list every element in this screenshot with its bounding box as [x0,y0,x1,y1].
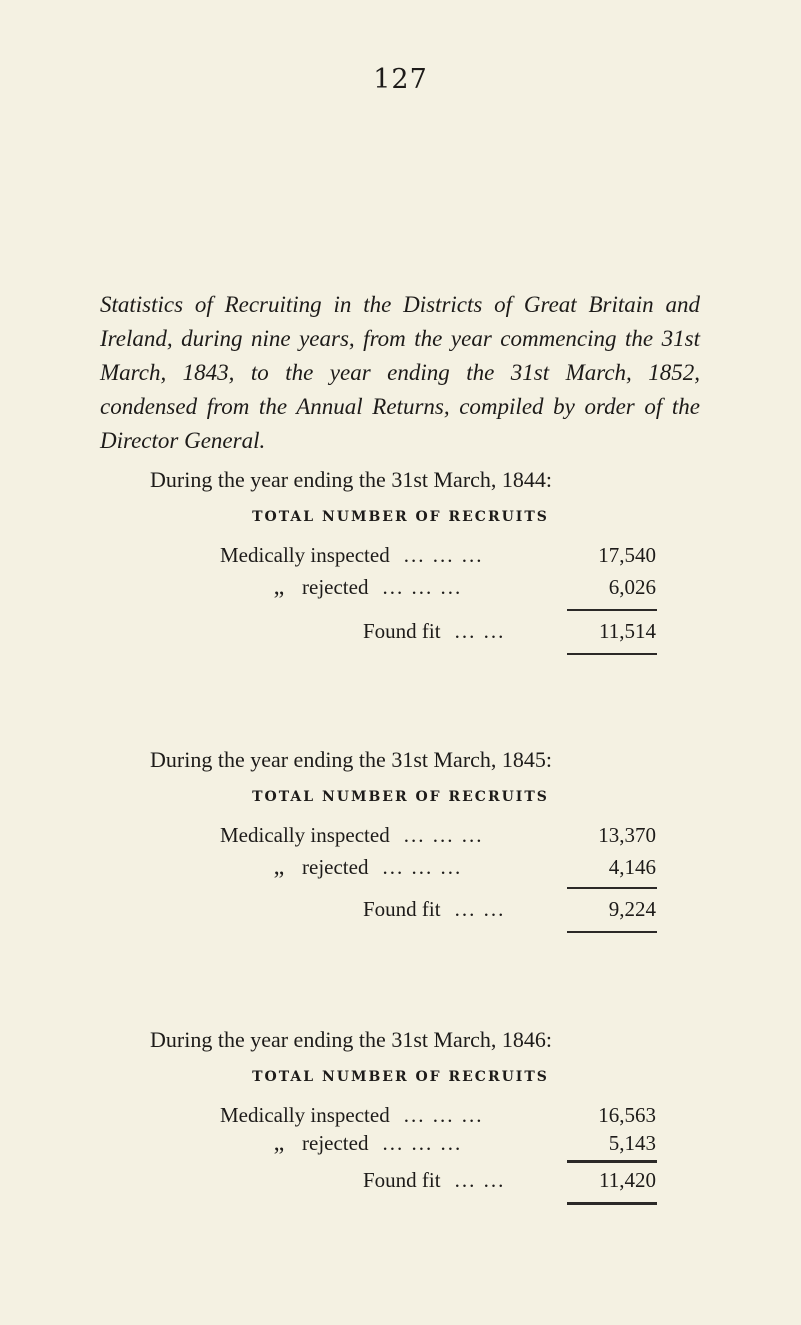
row-label: Medically inspected [220,1103,390,1127]
value-medically-inspected: 13,370 [598,823,656,847]
section-intro: During the year ending the 31st March, 1846: [150,1027,553,1052]
leader-dots: ... ... ... [382,1131,463,1155]
row-rejected [256,573,462,601]
leader-dots: ... ... ... [382,575,463,599]
row-label: Medically inspected [220,823,390,847]
row-found-fit [363,895,505,923]
row-label: Found fit [363,1168,441,1192]
value-medically-inspected: 16,563 [598,1103,656,1127]
sum-rule [567,887,657,889]
row-label: Medically inspected [220,543,390,567]
section-intro: During the year ending the 31st March, 1844: [150,467,553,492]
value-found-fit: 11,420 [599,1168,656,1192]
total-rule [567,653,657,655]
ditto-mark: „ [273,1130,285,1156]
row-found-fit [363,617,505,645]
value-found-fit: 11,514 [599,619,656,643]
row-found-fit [363,1166,505,1194]
total-rule [567,1202,657,1205]
section-heading: TOTAL NUMBER OF RECRUITS [252,509,549,525]
page-title: Statistics of Recruiting in the Districts of Great Britain and Ireland, during nine years, from the year commencing the 31st March, 1843, to the year ending the 31st March, 1852, condensed from the Annual Returns, compiled by order of the Director General. [100,292,700,453]
total-rule [567,931,657,933]
leader-dots: ... ... ... [403,823,484,847]
value-rejected: 6,026 [608,575,656,599]
row-rejected [256,1129,462,1157]
row-medically-inspected [220,541,483,569]
section-heading: TOTAL NUMBER OF RECRUITS [252,789,549,805]
value-rejected: 4,146 [608,855,656,879]
row-label: rejected [302,855,369,879]
section-intro: During the year ending the 31st March, 1845: [150,747,553,772]
row-label: rejected [302,575,369,599]
leader-dots: ... ... [454,619,506,643]
row-rejected [256,853,462,881]
leader-dots: ... ... [454,897,506,921]
row-medically-inspected [220,821,483,849]
row-label: rejected [302,1131,369,1155]
value-rejected: 5,143 [608,1131,656,1155]
leader-dots: ... ... ... [382,855,463,879]
sum-rule [567,609,657,611]
ditto-mark: „ [273,854,285,880]
leader-dots: ... ... ... [403,1103,484,1127]
section-heading: TOTAL NUMBER OF RECRUITS [252,1069,549,1085]
leader-dots: ... ... ... [403,543,484,567]
row-medically-inspected [220,1101,483,1129]
row-label: Found fit [363,619,441,643]
value-found-fit: 9,224 [608,897,656,921]
row-label: Found fit [363,897,441,921]
page-number: 127 [373,64,428,95]
sum-rule [567,1160,657,1163]
value-medically-inspected: 17,540 [598,543,656,567]
leader-dots: ... ... [454,1168,506,1192]
ditto-mark: „ [273,574,285,600]
